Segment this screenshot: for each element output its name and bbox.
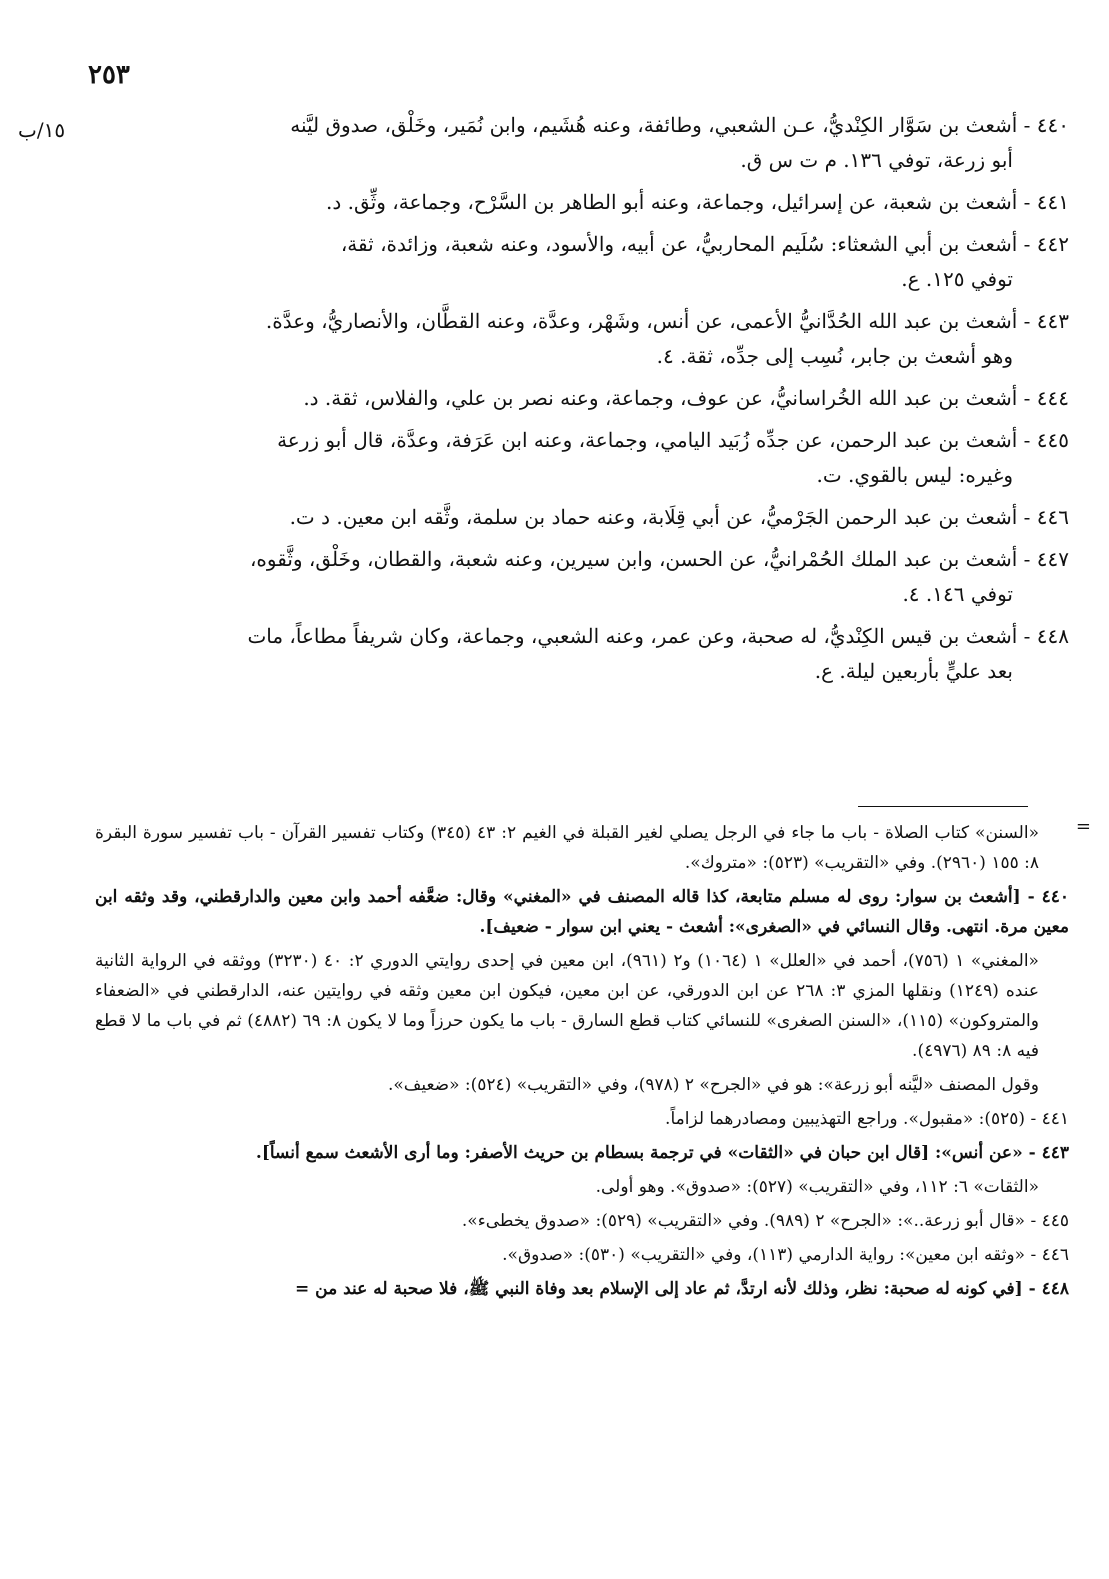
footnotes	[95, 818, 1069, 1308]
entry-line: أبو زرعة، توفي ١٣٦. م ت س ق.	[740, 148, 1013, 172]
entry-line: وهو أشعث بن جابر، نُسِب إلى جدِّه، ثقة. ٤.	[656, 344, 1013, 368]
entry-line: توفي ١٢٥. ع.	[901, 267, 1013, 291]
entry-line: ٤٤٨ - أشعث بن قيس الكِنْديُّ، له صحبة، وعن عمر، وعنه الشعبي، وجماعة، وكان شريفاً مطاعاً، مات	[247, 624, 1069, 648]
continuation-mark: =	[1075, 816, 1091, 837]
entry-442	[40, 227, 1069, 297]
entry-441	[40, 185, 1069, 220]
entry-line: وغيره: ليس بالقوي. ت.	[816, 463, 1013, 487]
footnote-separator	[858, 806, 1028, 807]
entry-444	[40, 381, 1069, 416]
page-number: ٢٥٣	[88, 60, 130, 90]
margin-folio-note: ١٥/ب	[18, 118, 66, 142]
entry-line: ٤٤٠ - أشعث بن سَوَّار الكِنْديُّ، عـن الشعبي، وطائفة، وعنه هُشَيم، وابن نُمَير، وخَلْق، صدوق ليَّنه	[290, 113, 1069, 137]
entry-447	[40, 542, 1069, 612]
entry-line: بعد عليٍّ بأربعين ليلة. ع.	[814, 659, 1013, 683]
footnote: ٤٤١ - (٥٢٥): «مقبول». وراجع التهذيبين ومصادرهما لزاماً.	[665, 1109, 1069, 1129]
footnote: ٤٤٠ - [أشعث بن سوار: روى له مسلم متابعة، كذا قاله المصنف في «المغني» وقال: ضعَّفه أحمد وابن معين والدارقطني، وقد وثقه ابن معين مرة. انتهى. وقال النسائي في «الصغرى»: أشعث - يعني ابن سوار - ضعيف].	[95, 887, 1069, 937]
entry-line: ٤٤٣ - أشعث بن عبد الله الحُدَّانيُّ الأعمى، عن أنس، وشَهْر، وعدَّة، وعنه القطَّان، والأنصاريُّ، وعدَّة.	[265, 309, 1069, 333]
entry-line: ٤٤٥ - أشعث بن عبد الرحمن، عن جدِّه زُبَيد اليامي، وجماعة، وعنه ابن عَرَفة، وعدَّة، قال أبو زرعة	[277, 428, 1069, 452]
entry-446	[40, 500, 1069, 535]
footnote: «المغني» ١ (٧٥٦)، أحمد في «العلل» ١ (١٠٦٤) و٢ (٩٦١)، ابن معين في إحدى روايتي الدوري ٢: ٤٠ (٣٢٣٠) ووثقه في الرواية الثانية عنده (١٢٤٩) ونقلها المزي ٣: ٢٦٨ عن ابن الدورقي، عن ابن معين، فيكون ابن معين وثقه في روايتين عنه، الدارقطني في «الضعفاء والمتروكون» (١١٥)، «السنن الصغرى» للنسائي كتاب قطع السارق - باب ما يكون حرزاً وما لا يكون ٨: ٦٩ (٤٨٨٢) ثم في باب ما لا قطع فيه ٨: ٨٩ (٤٩٧٦).	[95, 951, 1040, 1061]
footnote: وقول المصنف «ليَّنه أبو زرعة»: هو في «الجرح» ٢ (٩٧٨)، وفي «التقريب» (٥٢٤): «ضعيف».	[387, 1075, 1039, 1095]
entry-448	[40, 619, 1069, 689]
entry-line: ٤٤٢ - أشعث بن أبي الشعثاء: سُلَيم المحاربيُّ، عن أبيه، والأسود، وعنه شعبة، وزائدة، ثقة،	[340, 232, 1069, 256]
entry-line: ٤٤٦ - أشعث بن عبد الرحمن الجَرْميُّ، عن أبي قِلَابة، وعنه حماد بن سلمة، وثَّقه ابن معين. د ت.	[289, 505, 1069, 529]
footnote: ٤٤٦ - «وثقه ابن معين»: رواية الدارمي (١١٣)، وفي «التقريب» (٥٣٠): «صدوق».	[502, 1245, 1069, 1265]
entry-line: ٤٤١ - أشعث بن شعبة، عن إسرائيل، وجماعة، وعنه أبو الطاهر بن السَّرْح، وجماعة، وثِّق. د.	[326, 190, 1069, 214]
footnote: «الثقات» ٦: ١١٢، وفي «التقريب» (٥٢٧): «صدوق». وهو أولى.	[595, 1177, 1039, 1197]
footnote: ٤٤٨ - [في كونه له صحبة: نظر، وذلك لأنه ارتدَّ، ثم عاد إلى الإسلام بعد وفاة النبي ﷺ، فلا صحبة له عند من =	[295, 1279, 1069, 1299]
entry-443	[40, 304, 1069, 374]
entry-440	[40, 108, 1069, 178]
entry-line: ٤٤٤ - أشعث بن عبد الله الخُراسانيُّ، عن عوف، وجماعة، وعنه نصر بن علي، والفلاس، ثقة. د.	[303, 386, 1069, 410]
entry-445	[40, 423, 1069, 493]
biography-entries	[40, 108, 1069, 696]
footnote: ٤٤٥ - «قال أبو زرعة..»: «الجرح» ٢ (٩٨٩). وفي «التقريب» (٥٢٩): «صدوق يخطىء».	[461, 1211, 1069, 1231]
footnote: «السنن» كتاب الصلاة - باب ما جاء في الرجل يصلي لغير القبلة في الغيم ٢: ٤٣ (٣٤٥) وكتاب تفسير القرآن - باب تفسير سورة البقرة ٨: ١٥٥ (٢٩٦٠). وفي «التقريب» (٥٢٣): «متروك».	[95, 823, 1039, 873]
entry-line: توفي ١٤٦. ٤.	[902, 582, 1013, 606]
entry-line: ٤٤٧ - أشعث بن عبد الملك الحُمْرانيُّ، عن الحسن، وابن سيرين، وعنه شعبة، والقطان، وخَلْق، وثَّقوه،	[249, 547, 1069, 571]
footnote: ٤٤٣ - «عن أنس»: [قال ابن حبان في «الثقات» في ترجمة بسطام بن حريث الأصفر: وما أرى الأشعث سمع أنساً].	[255, 1143, 1069, 1163]
